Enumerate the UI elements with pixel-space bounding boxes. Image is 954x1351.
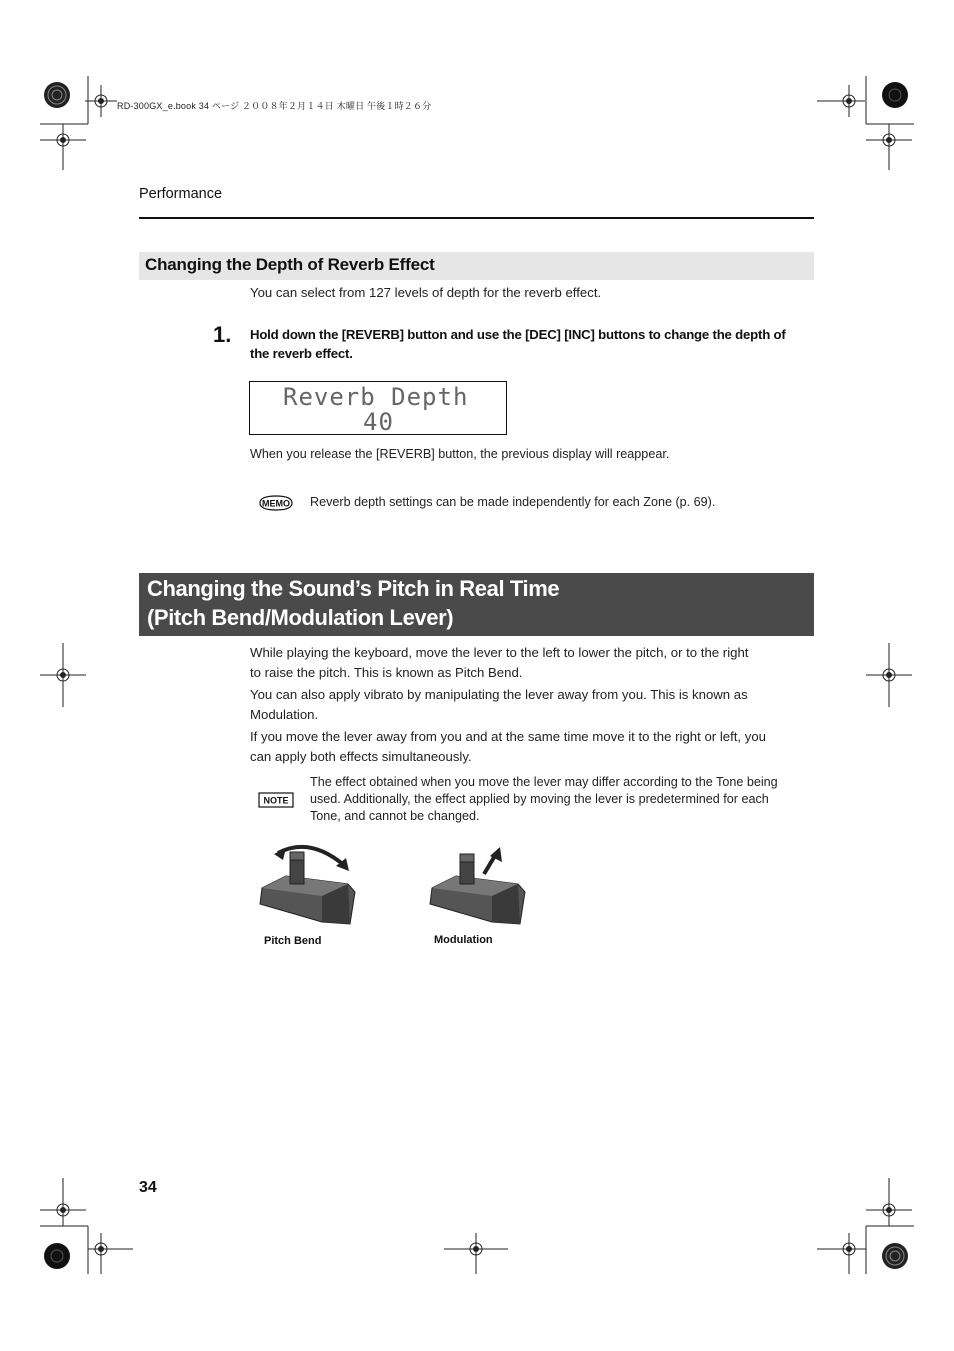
lcd-line-1: Reverb Depth — [283, 383, 469, 411]
section-heading: Changing the Depth of Reverb Effect — [145, 255, 435, 274]
registration-target-icon — [44, 1243, 70, 1269]
paragraph-line: While playing the keyboard, move the lever to the left to lower the pitch, or to the right — [250, 645, 749, 660]
pitch-bend-lever-illustration — [250, 838, 360, 928]
section-intro: You can select from 127 levels of depth for the reverb effect. — [250, 285, 602, 300]
step-number: 1. — [213, 322, 232, 347]
note-text-line: The effect obtained when you move the lever may differ according to the Tone being — [310, 775, 778, 789]
chapter-heading — [147, 574, 559, 632]
chapter-heading-line: (Pitch Bend/Modulation Lever) — [147, 605, 454, 630]
step-instruction — [250, 325, 810, 363]
note-text-line: Tone, and cannot be changed. — [310, 809, 480, 823]
running-header: Performance — [139, 186, 223, 202]
memo-icon — [258, 493, 294, 513]
release-note: When you release the [REVERB] button, the previous display will reappear. — [250, 447, 670, 461]
paragraph-line: can apply both effects simultaneously. — [250, 749, 472, 764]
modulation-lever-illustration — [420, 838, 530, 928]
note-text — [310, 774, 810, 825]
note-text-line: used. Additionally, the effect applied by moving the lever is predetermined for each — [310, 792, 769, 806]
paragraph-line: You can also apply vibrato by manipulating the lever away from you. This is known as — [250, 687, 748, 702]
note-label: NOTE — [263, 795, 289, 806]
chapter-heading-line: Changing the Sound’s Pitch in Real Time — [147, 576, 560, 601]
note-icon — [258, 792, 294, 808]
print-slug: RD-300GX_e.book 34 ページ ２００８年２月１４日 木曜日 午後１時２６分 — [117, 101, 432, 111]
memo-label: MEMO — [262, 498, 290, 509]
registration-sunburst-icon — [882, 1243, 908, 1269]
lcd-line-2: 40 — [363, 408, 394, 436]
figure-caption: Pitch Bend — [264, 935, 322, 947]
registration-sunburst-icon — [44, 82, 70, 108]
paragraph-line: Modulation. — [250, 707, 319, 722]
step-instruction-line: the reverb effect. — [250, 346, 353, 361]
step-instruction-line: Hold down the [REVERB] button and use the [DEC] [INC] buttons to change the depth of — [250, 327, 786, 342]
registration-target-icon — [882, 82, 908, 108]
paragraph — [250, 643, 810, 767]
lcd-display — [249, 381, 507, 435]
memo-text: Reverb depth settings can be made independently for each Zone (p. 69). — [310, 495, 716, 509]
figure-caption: Modulation — [434, 934, 493, 946]
page-number: 34 — [139, 1179, 157, 1196]
paragraph-line: to raise the pitch. This is known as Pitch Bend. — [250, 665, 523, 680]
header-rule — [139, 217, 814, 219]
paragraph-line: If you move the lever away from you and at the same time move it to the right or left, you — [250, 729, 767, 744]
